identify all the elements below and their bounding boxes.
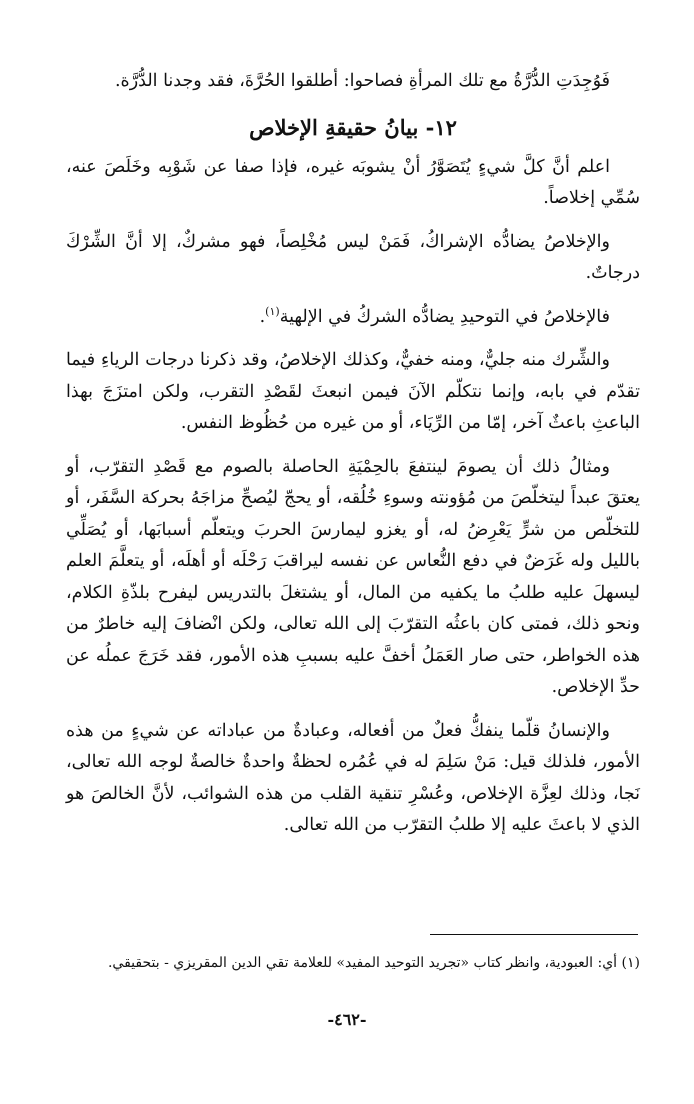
paragraph-1: اعلم أنَّ كلَّ شيءٍ يُتَصَوَّرُ أنْ يشوبَه غيره، فإذا صفا عن شَوْبِه وخَلَصَ عنه، سُمِّي إخلاصاً. <box>66 156 640 208</box>
paragraph-6: والإنسانُ قلّما ينفكُّ فعلٌ من أفعاله، وعبادةٌ من عباداته عن شيءٍ من هذه الأمور، فلذلك قيل: مَنْ سَلِمَ له في عُمُره لحظةٌ واحدةٌ خالصةٌ لوجه الله تعالى، نَجا، وذلك لعِزَّة الإخلاص، وعُسْرِ تنقية القلب من هذه الشوائب، لأنَّ الخالصَ هو الذي لا باعثَ عليه إلا طلبُ التقرّب من الله تعالى. <box>66 720 640 835</box>
paragraph-3-text: فالإخلاصُ في التوحيدِ يضادُّه الشركُ في الإلهية <box>279 306 610 327</box>
paragraph-4: والشِّرك منه جليٌّ، ومنه خفيٌّ، وكذلك الإخلاصُ، وقد ذكرنا درجات الرياءِ فيما تقدّم في بابه، وإنما نتكلّم الآنَ فيمن انبعثَ لقَصْدِ التقرب، ولكن امتزَجَ بهذا الباعثِ باعثٌ آخر، إمّا من الرِّيَاء، أو من غيره من حُظُوظ النفس. <box>66 350 640 433</box>
footnote: (١) أي: العبودية، وانظر كتاب «تجريد التوحيد المفيد» للعلامة تقي الدين المقريزي - بتحقيقي. <box>107 955 640 971</box>
footnote-reference: (١) <box>265 304 280 318</box>
page-number: -٤٦٢- <box>327 1010 367 1029</box>
main-text <box>66 66 640 842</box>
paragraph-5: ومثالُ ذلك أن يصومَ لينتفعَ بالحِمْيَةِ الحاصلة بالصوم مع قَصْدِ التقرّب، أو يعتقَ عبداً ليتخلّصَ من مُؤونته وسوءِ خُلُقه، أو يحجّ ليُصحِّ مزاجَهُ بحركة السَّفَر، أو للتخلّص من شرٍّ يَعْرِضُ له، أو يغزو ليمارسَ الحربَ ويتعلّم أسبابَها، أو يُصَلِّي بالليل وله غَرَضٌ في دفع النُّعاس عن نفسه ليراقبَ رَحْلَه أو أهلَه، أو يتعلَّمَ العلم ليسهلَ عليه طلبُ ما يكفيه من المال، أو يشتغلَ بالتدريس ليفرح بلذّةِ الكلام، ونحو ذلك، فمتى كان باعثُه التقرّبَ إلى الله تعالى، ولكن انْضافَ إليه خاطرٌ من هذه الخواطر، حتى صار العَمَلُ أخفَّ عليه بسببِ هذه الأمور، فقد خَرَجَ عملُه عن حدِّ الإخلاص. <box>66 456 640 697</box>
section-heading: ١٢- بيانُ حقيقةِ الإخلاص <box>249 114 457 140</box>
paragraph-3: فالإخلاصُ في التوحيدِ يضادُّه الشركُ في الإلهية$^{(١)}$. <box>259 304 610 327</box>
intro-paragraph: فَوُجِدَتِ الدُّرَّةُ مع تلك المرأةِ فصاحوا: أطلقوا الحُرَّةَ، فقد وجدنا الدُّرَّة. <box>114 71 610 91</box>
paragraph-2: والإخلاصُ يضادُّه الإشراكُ، فَمَنْ ليس مُخْلِصاً، فهو مشركٌ، إلا أنَّ الشِّرْكَ درجاتٌ. <box>66 231 640 283</box>
footnote-divider <box>430 934 638 935</box>
